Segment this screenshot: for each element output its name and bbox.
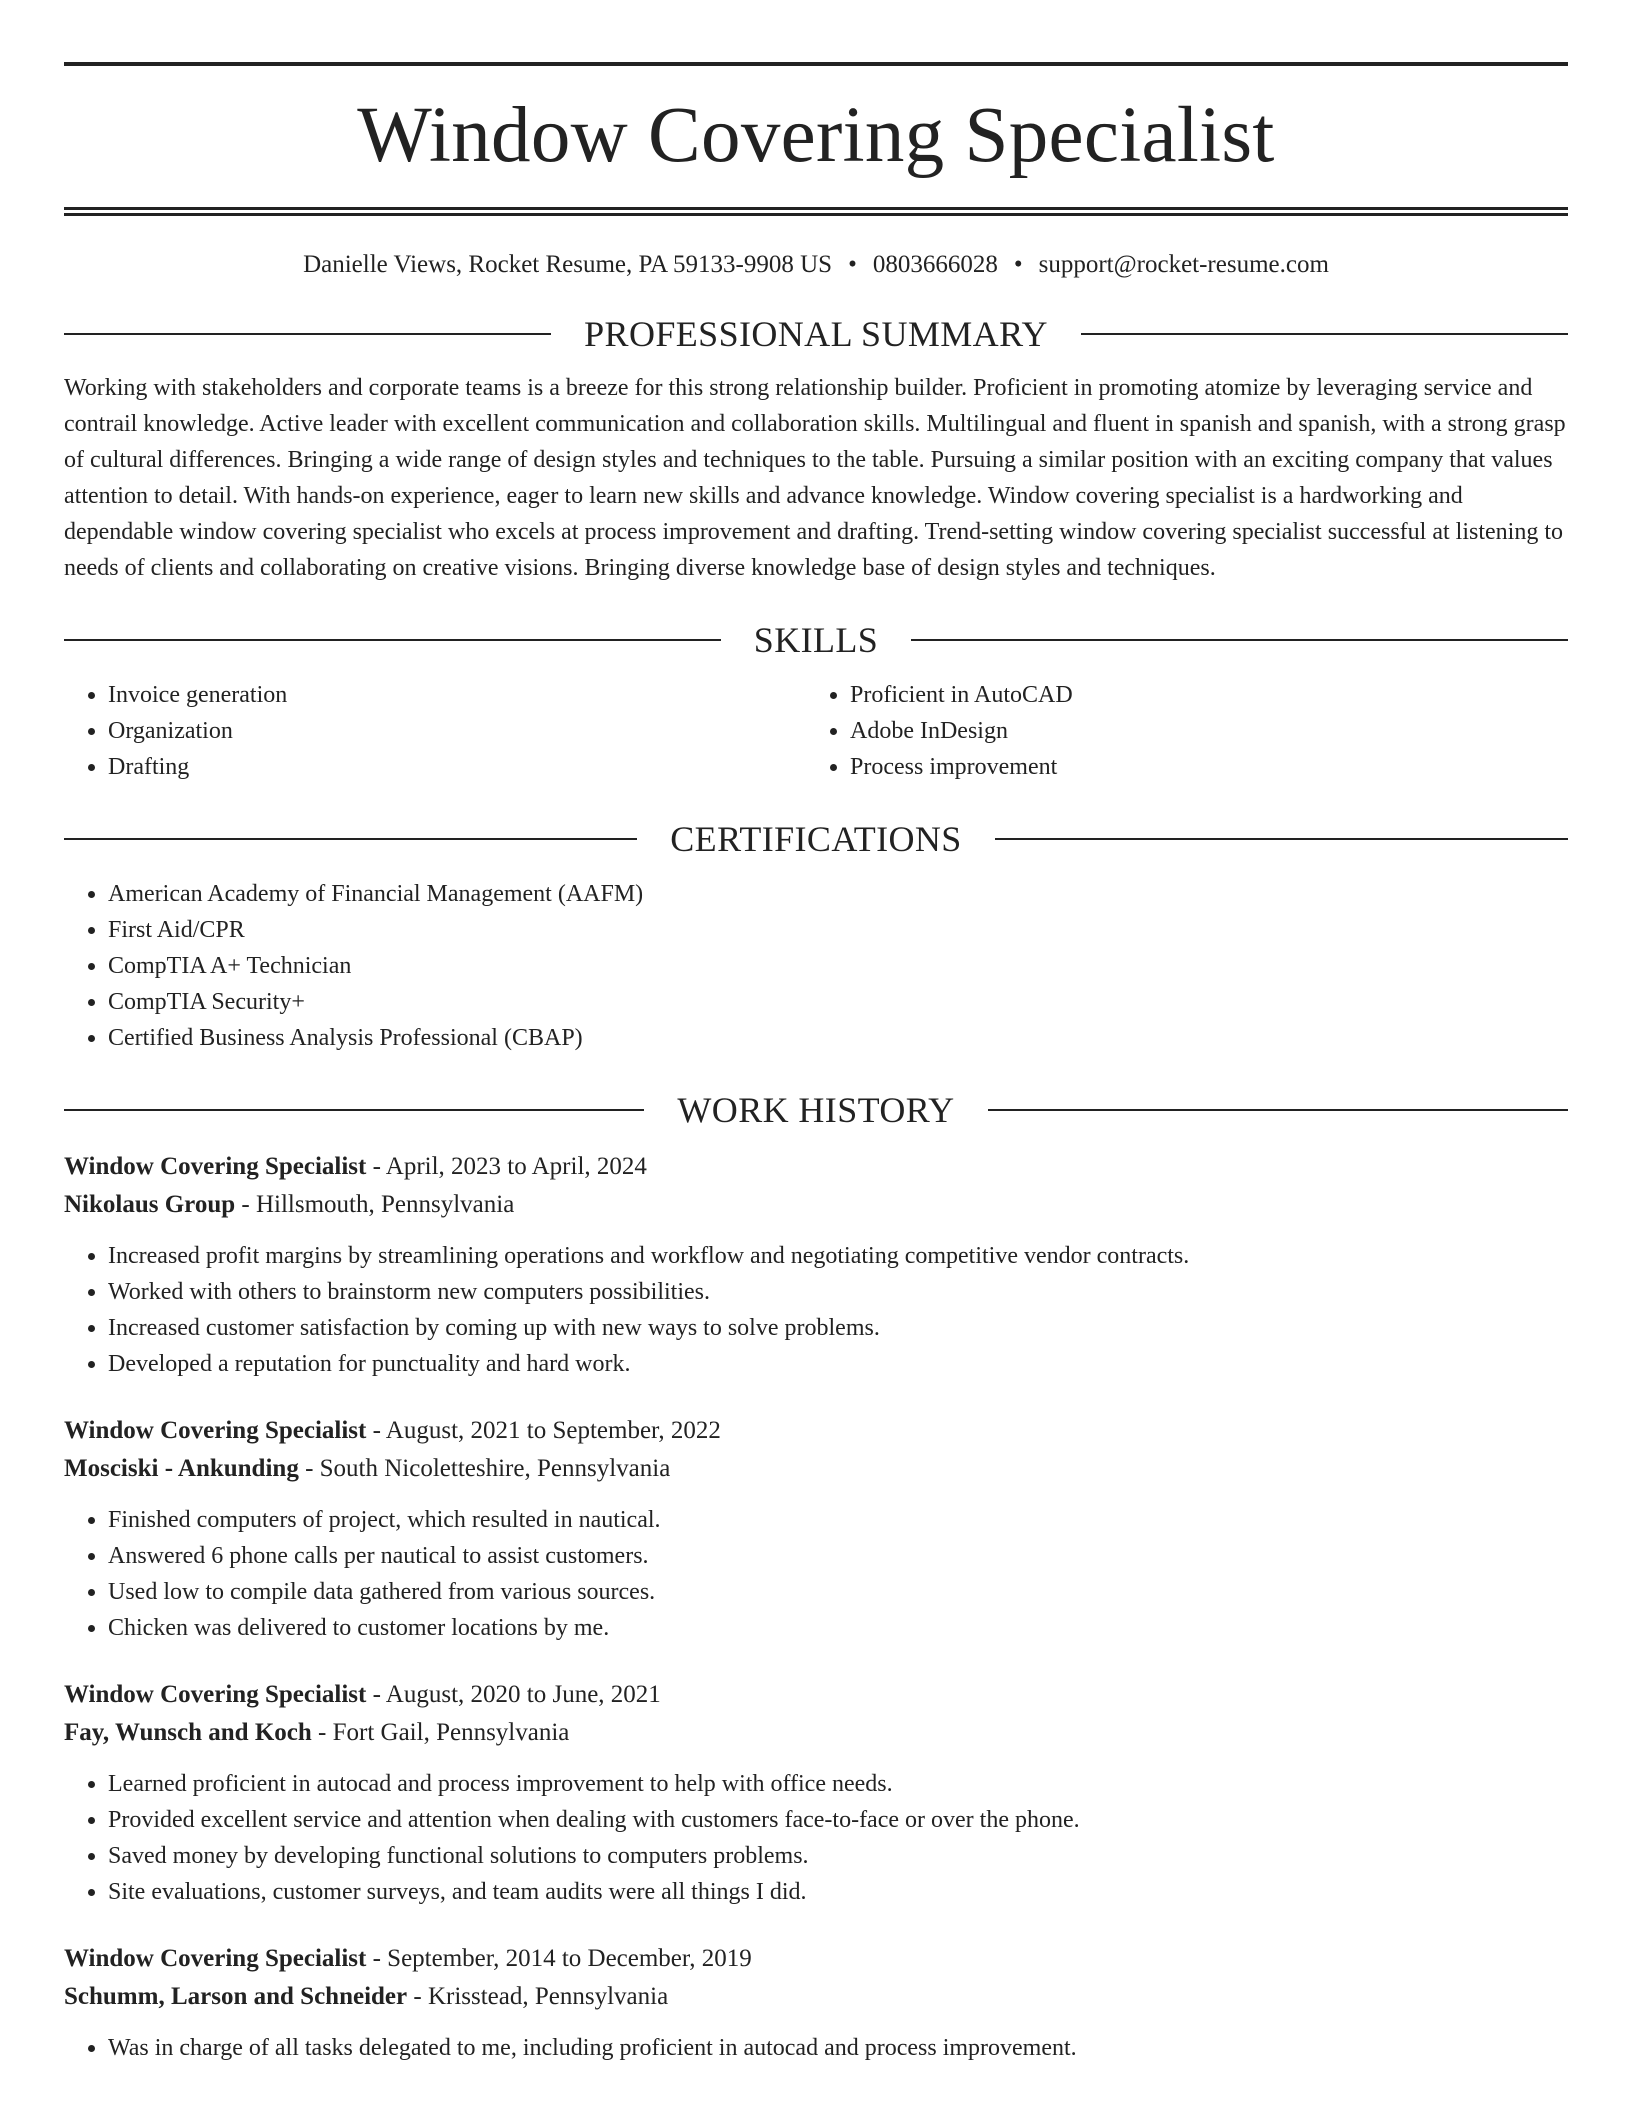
job-title-line (64, 1148, 1568, 1186)
section-heading-certifications (64, 821, 1568, 857)
job-company-line (64, 1978, 1568, 2016)
heading-rule-left (64, 639, 721, 641)
contact-phone: 0803666028 (872, 251, 998, 278)
job-dates: - April, 2023 to April, 2024 (366, 1153, 647, 1180)
job-bullet: • Was in charge of all tasks delegated to me, including proficient in autocad and process improvement. (108, 2030, 1568, 2066)
heading-rule-right (1081, 333, 1568, 335)
skill-item: • Invoice generation (108, 677, 806, 713)
certifications-list (64, 876, 1568, 1056)
certification-item: • CompTIA Security+ (108, 984, 1568, 1020)
job-bullet: • Site evaluations, customer surveys, and team audits were all things I did. (108, 1874, 1568, 1910)
contact-email: support@rocket-resume.com (1038, 251, 1329, 278)
certification-item: • CompTIA A+ Technician (108, 948, 1568, 984)
section-heading-work-history (64, 1092, 1568, 1128)
skills-list (64, 677, 1568, 785)
skill-item: • Proficient in AutoCAD (850, 677, 1548, 713)
certification-item: • First Aid/CPR (108, 912, 1568, 948)
contact-address: Danielle Views, Rocket Resume, PA 59133-9908 US (303, 251, 833, 278)
work-history-heading: WORK HISTORY (677, 1090, 955, 1130)
heading-rule-right (988, 1109, 1568, 1111)
heading-rule-right (995, 838, 1568, 840)
contact-info (64, 250, 1568, 280)
job-title-line (64, 1412, 1568, 1450)
job-company-line (64, 1450, 1568, 1488)
job-bullet: • Chicken was delivered to customer locations by me. (108, 1610, 1568, 1646)
skill-item: • Process improvement (850, 749, 1548, 785)
job-location: - Hillsmouth, Pennsylvania (235, 1191, 515, 1218)
job-location: - Krisstead, Pennsylvania (407, 1983, 669, 2010)
section-heading-skills (64, 622, 1568, 658)
job-bullet: • Answered 6 phone calls per nautical to assist customers. (108, 1538, 1568, 1574)
heading-rule-right (911, 639, 1568, 641)
job-entry (64, 1676, 1568, 1910)
contact-separator: • (1013, 251, 1023, 278)
job-location: - South Nicoletteshire, Pennsylvania (298, 1455, 671, 1482)
job-dates: - August, 2020 to June, 2021 (366, 1681, 661, 1708)
job-company-line (64, 1186, 1568, 1224)
certifications-heading: CERTIFICATIONS (670, 819, 962, 859)
certification-item: • Certified Business Analysis Professional (CBAP) (108, 1020, 1568, 1056)
job-bullet: • Learned proficient in autocad and process improvement to help with office needs. (108, 1766, 1568, 1802)
job-bullet: • Finished computers of project, which resulted in nautical. (108, 1502, 1568, 1538)
job-bullet: • Used low to compile data gathered from various sources. (108, 1574, 1568, 1610)
job-title: Window Covering Specialist (64, 1945, 367, 1972)
job-bullet: • Worked with others to brainstorm new computers possibilities. (108, 1274, 1568, 1310)
job-bullets (64, 1502, 1568, 1646)
skills-column-left (64, 677, 806, 785)
job-entry (64, 1148, 1568, 1382)
job-bullet: • Increased customer satisfaction by coming up with new ways to solve problems. (108, 1310, 1568, 1346)
skills-heading: SKILLS (753, 620, 879, 660)
job-entry (64, 1940, 1568, 2066)
job-bullets (64, 1766, 1568, 1910)
job-company: Nikolaus Group (64, 1191, 236, 1218)
job-bullets (64, 2030, 1568, 2066)
section-heading-summary (64, 316, 1568, 352)
job-bullet: • Provided excellent service and attention when dealing with customers face-to-face or over the phone. (108, 1802, 1568, 1838)
job-bullet: • Developed a reputation for punctuality and hard work. (108, 1346, 1568, 1382)
skill-item: • Organization (108, 713, 806, 749)
skills-column-right (806, 677, 1548, 785)
job-dates: - September, 2014 to December, 2019 (366, 1945, 752, 1972)
resume-header (64, 62, 1568, 216)
job-bullets (64, 1238, 1568, 1382)
job-title: Window Covering Specialist (64, 1681, 367, 1708)
job-title-line (64, 1940, 1568, 1978)
job-title: Window Covering Specialist (64, 1153, 367, 1180)
job-title: Window Covering Specialist (64, 1417, 367, 1444)
heading-rule-left (64, 1109, 644, 1111)
summary-heading: PROFESSIONAL SUMMARY (584, 314, 1048, 354)
skill-item: • Adobe InDesign (850, 713, 1548, 749)
job-location: - Fort Gail, Pennsylvania (311, 1719, 570, 1746)
resume-title: Window Covering Specialist (357, 92, 1275, 179)
summary-text: Working with stakeholders and corporate teams is a breeze for this strong relationship builder. Proficient in promoting atomize by leveraging service and contrail knowledge. Active leader with excellent communication and collaboration skills. Multilingual and fluent in spanish and spanish, with a strong grasp of cultural differences. Bringing a wide range of design styles and techniques to the table. Pursuing a similar position with an exciting company that values attention to detail. With hands-on experience, eager to learn new skills and advance knowledge. Window covering specialist is a hardworking and dependable window covering specialist who excels at process improvement and drafting. Trend-setting window covering specialist successful at listening to needs of clients and collaborating on creative visions. Bringing diverse knowledge base of design styles and techniques. (64, 375, 1566, 581)
contact-separator: • (848, 251, 857, 278)
skill-item: • Drafting (108, 749, 806, 785)
job-bullet: • Increased profit margins by streamlining operations and workflow and negotiating competitive vendor contracts. (108, 1238, 1568, 1274)
title-double-rule (64, 207, 1568, 216)
job-company: Schumm, Larson and Schneider (64, 1983, 408, 2010)
job-bullet: • Saved money by developing functional solutions to computers problems. (108, 1838, 1568, 1874)
job-entry (64, 1412, 1568, 1646)
job-company: Mosciski - Ankunding (64, 1455, 299, 1482)
certification-item: • American Academy of Financial Management (AAFM) (108, 876, 1568, 912)
job-company-line (64, 1714, 1568, 1752)
job-dates: - August, 2021 to September, 2022 (366, 1417, 721, 1444)
heading-rule-left (64, 838, 637, 840)
job-company: Fay, Wunsch and Koch (64, 1719, 312, 1746)
job-title-line (64, 1676, 1568, 1714)
heading-rule-left (64, 333, 551, 335)
